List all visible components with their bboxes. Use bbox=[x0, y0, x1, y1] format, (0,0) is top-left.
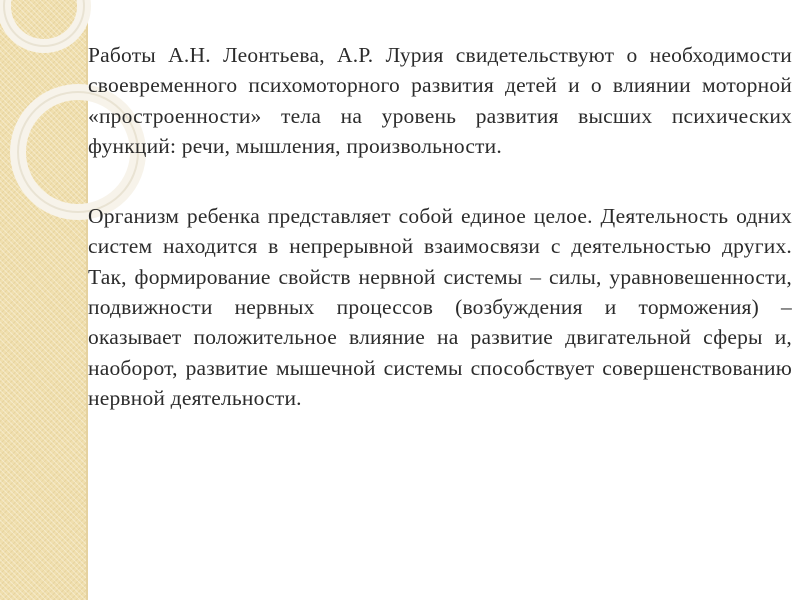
paragraph-2: Организм ребенка представляет собой единое целое. Деятельность одних систем находится в непрерывной взаимосвязи с деятельностью других. Так, формирование свойств нервной системы – силы, уравновешенности, подвижности нервных процессов (возбуждения и торможения) – оказывает положительное влияние на развитие двигательной сферы и, наоборот, развитие мышечной системы способствует совершенствованию нервной деятельности. bbox=[88, 204, 792, 410]
paragraph-1: Работы А.Н. Леонтьева, А.Р. Лурия свидетельствуют о необходимости своевременного психомоторного развития детей и о влиянии моторной «простроенности» тела на уровень развития высших психических функций: речи, мышления, произвольности. bbox=[88, 43, 792, 158]
slide-body bbox=[88, 40, 792, 413]
ring-top bbox=[4, 0, 84, 46]
